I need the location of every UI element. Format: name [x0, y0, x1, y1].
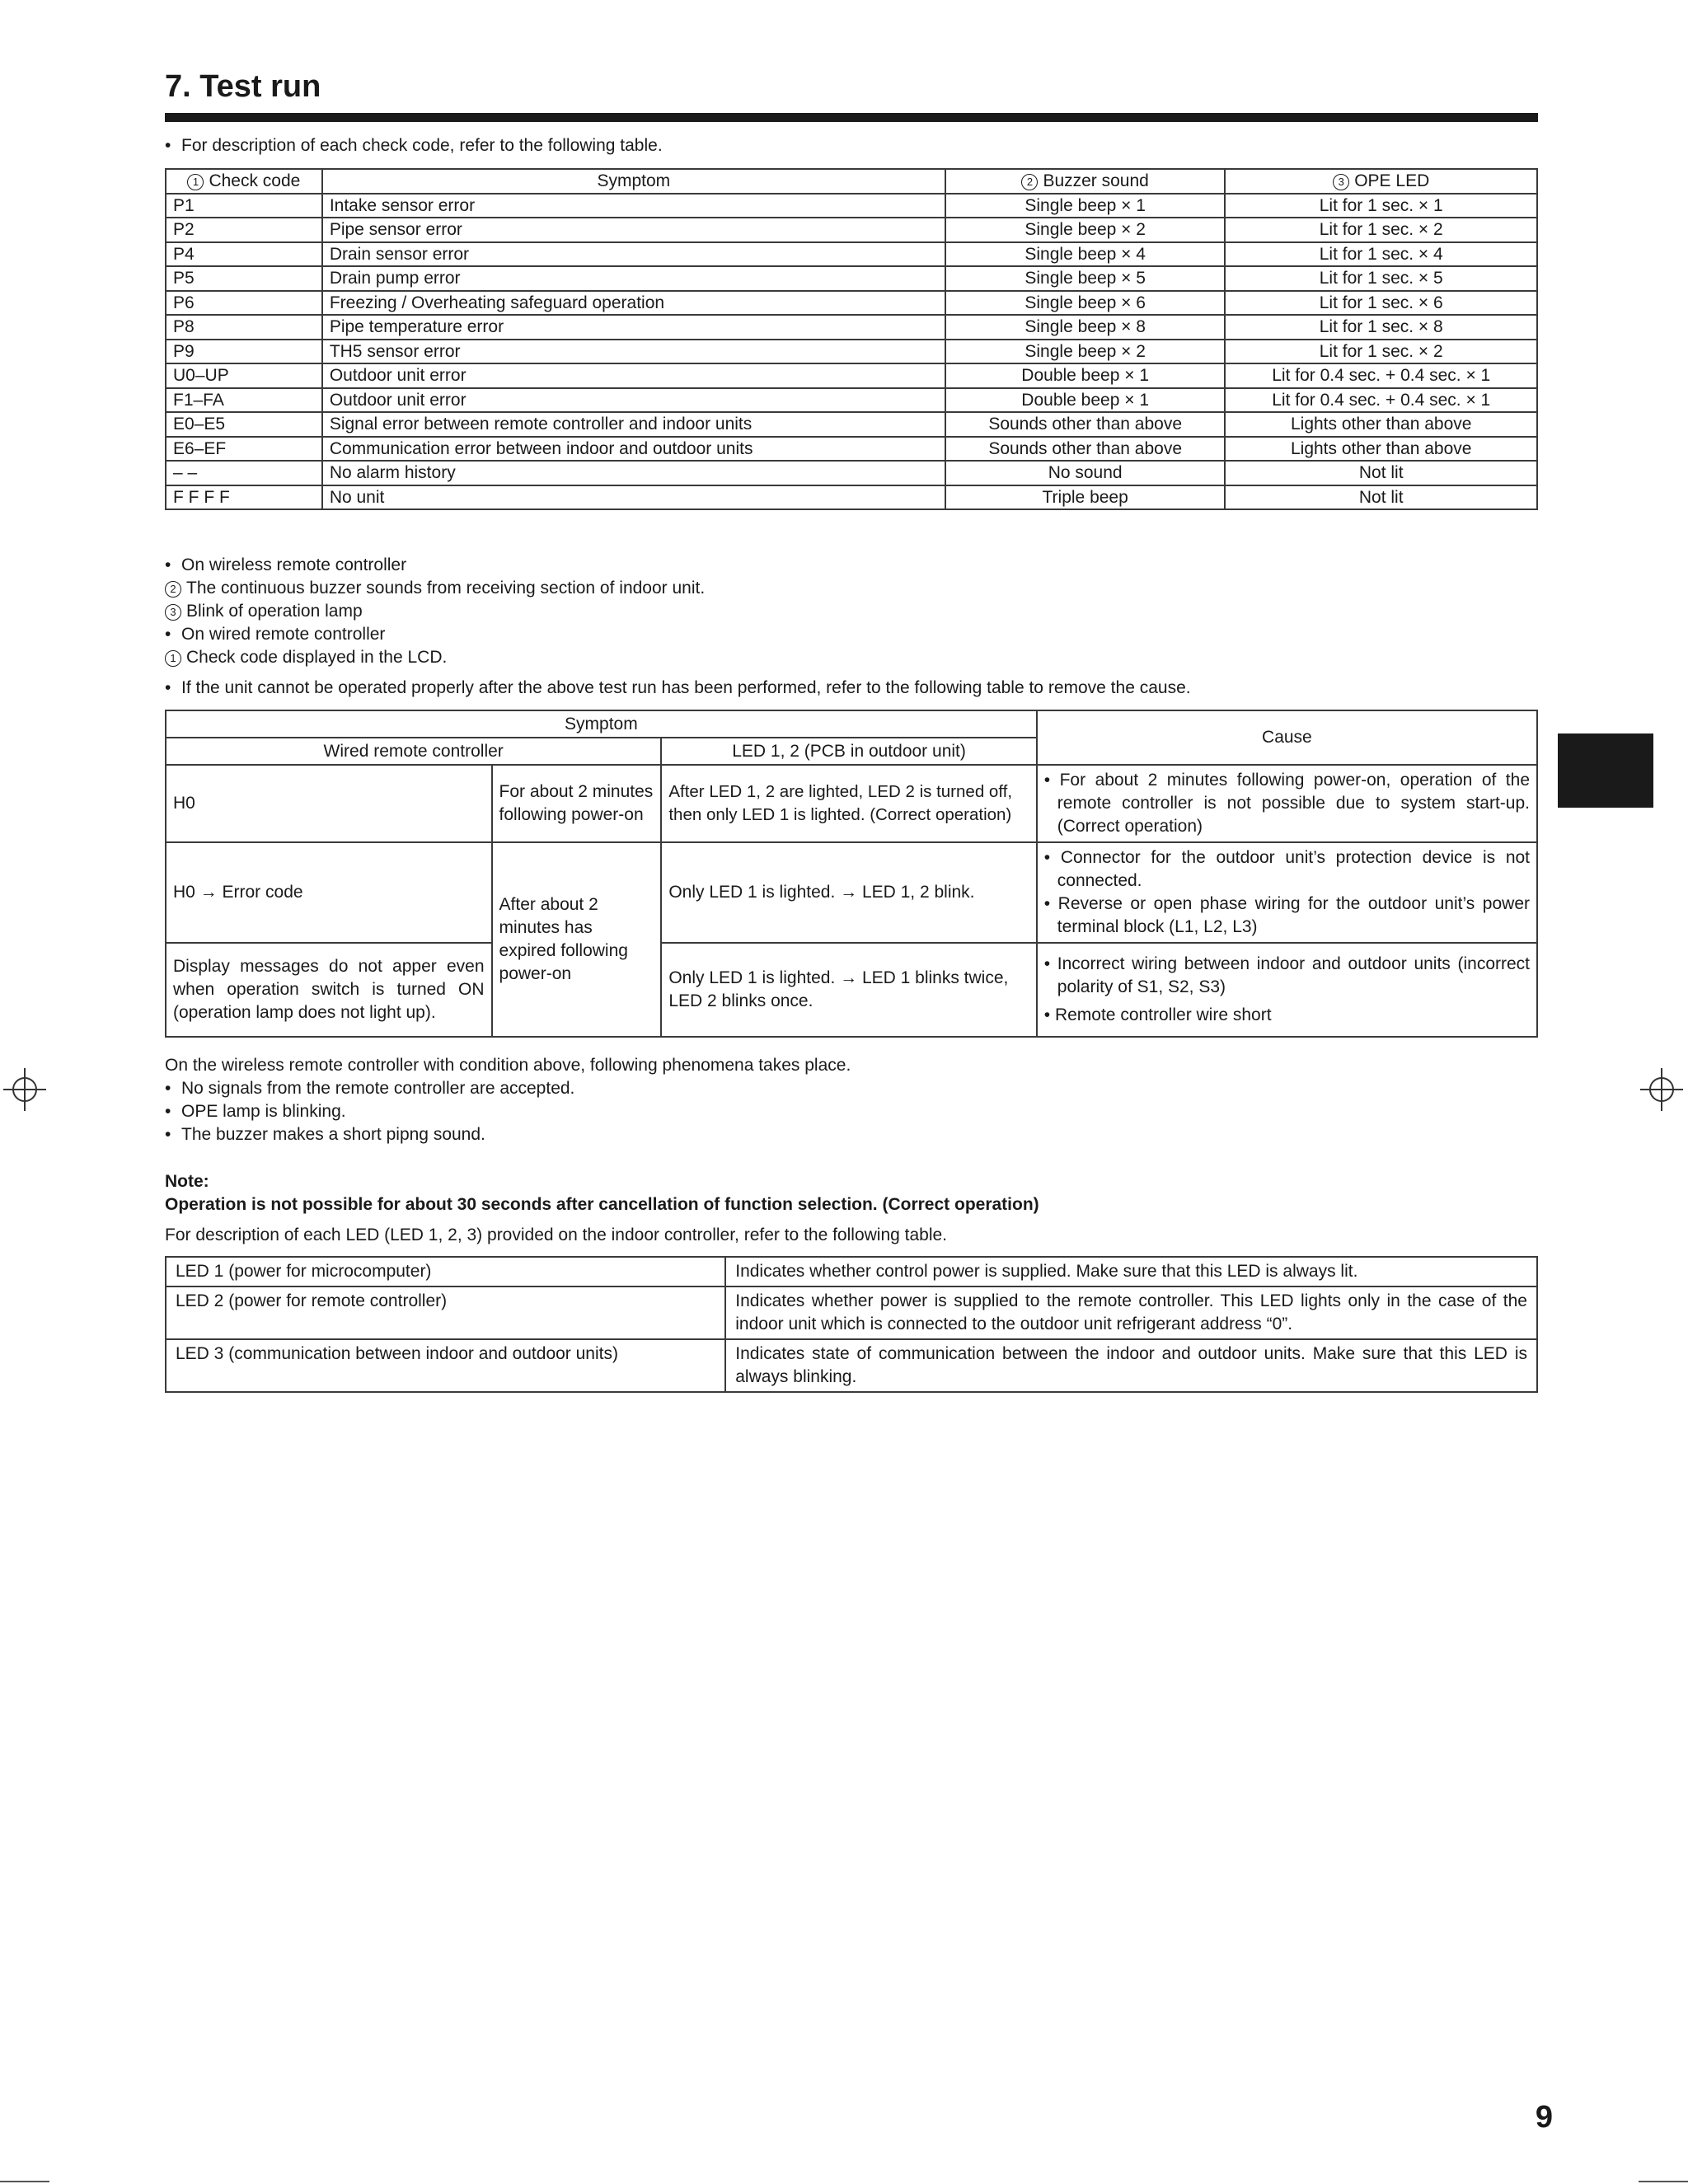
- note-buzzer: 2 The continuous buzzer sounds from receiving section of indoor unit.: [165, 577, 705, 600]
- circled-3-icon: 3: [1333, 174, 1349, 190]
- intro-led: For description of each LED (LED 1, 2, 3) provided on the indoor controller, refer to the following table.: [165, 1226, 948, 1244]
- table-row: P8 Pipe temperature error Single beep × 8 Lit for 1 sec. × 8: [166, 315, 1537, 340]
- table-row: F F F F No unit Triple beep Not lit: [166, 485, 1537, 510]
- header-check-code: 1 Check code: [166, 169, 322, 194]
- page-title: 7. Test run: [165, 69, 321, 104]
- note-lcd: 1 Check code displayed in the LCD.: [165, 646, 447, 669]
- led-table: [165, 1256, 1538, 1393]
- header-symptom: Symptom: [322, 169, 945, 194]
- note-text: Operation is not possible for about 30 seconds after cancellation of function selection. (Correct operation): [165, 1195, 1039, 1214]
- note-wired: • On wired remote controller: [165, 625, 386, 644]
- section-tab-block: [1558, 733, 1653, 808]
- title-rule: [165, 113, 1538, 122]
- note-blink: 3 Blink of operation lamp: [165, 600, 363, 623]
- circled-3-icon: 3: [165, 604, 181, 621]
- table-row: LED 2 (power for remote controller) Indicates whether power is supplied to the remote controller. This LED lights only in the case of the indoor unit which is connected to the outdoor unit refrigerant address “0”.: [166, 1286, 1537, 1339]
- circled-2-icon: 2: [165, 581, 181, 598]
- table-row: – – No alarm history No sound Not lit: [166, 461, 1537, 485]
- table-row: H0 For about 2 minutes following power-on After LED 1, 2 are lighted, LED 2 is turned off, then only LED 1 is lighted. (Correct operation) • For about 2 minutes following power-on, operation of the remote controller is not possible due to system start-up. (Correct operation): [166, 765, 1537, 842]
- table-row: LED 1 (power for microcomputer) Indicates whether control power is supplied. Make sure that this LED is always lit.: [166, 1257, 1537, 1286]
- table-row: P4 Drain sensor error Single beep × 4 Lit for 1 sec. × 4: [166, 242, 1537, 267]
- table-header-row: [166, 169, 1537, 194]
- table-row: LED 3 (communication between indoor and outdoor units) Indicates state of communication between the indoor and outdoor units. Make sure that this LED is always blinking.: [166, 1339, 1537, 1392]
- header-symptom: Symptom: [166, 710, 1037, 738]
- circled-2-icon: 2: [1021, 174, 1038, 190]
- page-number: 9: [1535, 2100, 1553, 2135]
- crop-mark: [0, 2181, 49, 2182]
- table-row: H0 → Error code After about 2 minutes has expired following power-on Only LED 1 is lighted. → LED 1, 2 blink. • Connector for the outdoor unit’s protection device is not connected. • Reverse or open phase wiring for the outdoor unit’s power terminal block (L1, L2, L3): [166, 842, 1537, 943]
- header-led-pcb: LED 1, 2 (PCB in outdoor unit): [661, 738, 1036, 765]
- header-buzzer-sound: 2 Buzzer sound: [945, 169, 1226, 194]
- phenomena-item: • No signals from the remote controller are accepted.: [165, 1079, 575, 1098]
- wireless-phenomena-intro: On the wireless remote controller with condition above, following phenomena takes place.: [165, 1056, 851, 1075]
- check-code-table: [165, 168, 1538, 510]
- table-row: P6 Freezing / Overheating safeguard operation Single beep × 6 Lit for 1 sec. × 6: [166, 291, 1537, 316]
- table-row: E6–EF Communication error between indoor and outdoor units Sounds other than above Lights other than above: [166, 437, 1537, 462]
- note-wireless: • On wireless remote controller: [165, 555, 407, 574]
- header-cause: Cause: [1037, 710, 1537, 765]
- table-row: P9 TH5 sensor error Single beep × 2 Lit for 1 sec. × 2: [166, 340, 1537, 364]
- table-row: P1 Intake sensor error Single beep × 1 Lit for 1 sec. × 1: [166, 194, 1537, 218]
- intro-symptom: • If the unit cannot be operated properly after the above test run has been performed, refer to the following table to remove the cause.: [165, 678, 1191, 697]
- phenomena-item: • OPE lamp is blinking.: [165, 1102, 346, 1121]
- table-row: E0–E5 Signal error between remote controller and indoor units Sounds other than above Lights other than above: [166, 412, 1537, 437]
- crop-mark: [1639, 2181, 1688, 2182]
- registration-crosshair-icon: [1640, 1068, 1683, 1111]
- intro-check-code: • For description of each check code, refer to the following table.: [165, 134, 663, 157]
- circled-1-icon: 1: [165, 650, 181, 667]
- phenomena-item: • The buzzer makes a short pipng sound.: [165, 1125, 485, 1144]
- table-row: P5 Drain pump error Single beep × 5 Lit for 1 sec. × 5: [166, 266, 1537, 291]
- header-ope-led: 3 OPE LED: [1225, 169, 1537, 194]
- table-row: Display messages do not apper even when operation switch is turned ON (operation lamp does not light up). Only LED 1 is lighted. → LED 1 blinks twice, LED 2 blinks once. • Incorrect wiring between indoor and outdoor units (incorrect polarity of S1, S2, S3) • Remote controller wire short: [166, 943, 1537, 1037]
- header-wired-remote: Wired remote controller: [166, 738, 661, 765]
- bullet: •: [165, 136, 171, 155]
- symptom-cause-table: [165, 710, 1538, 1038]
- table-row: F1–FA Outdoor unit error Double beep × 1 Lit for 0.4 sec. + 0.4 sec. × 1: [166, 388, 1537, 413]
- table-row: U0–UP Outdoor unit error Double beep × 1 Lit for 0.4 sec. + 0.4 sec. × 1: [166, 363, 1537, 388]
- circled-1-icon: 1: [187, 174, 204, 190]
- registration-crosshair-icon: [3, 1068, 46, 1111]
- note-label: Note:: [165, 1172, 209, 1191]
- table-row: P2 Pipe sensor error Single beep × 2 Lit for 1 sec. × 2: [166, 218, 1537, 242]
